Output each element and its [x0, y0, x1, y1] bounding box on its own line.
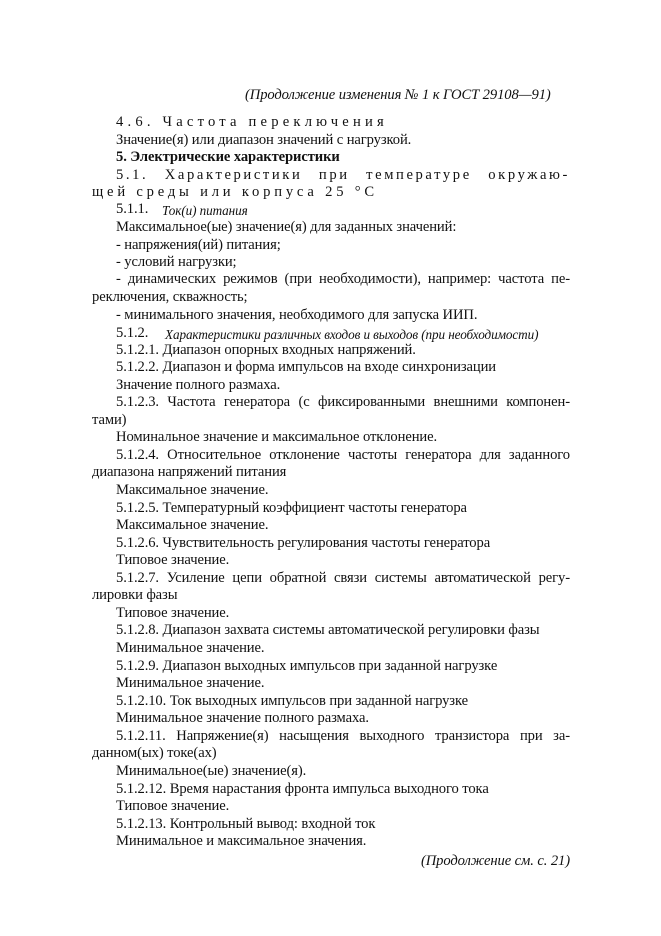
list-item: - минимального значения, необходимого для запуска ИИП. [116, 307, 478, 323]
body-line: Максимальное(ые) значение(я) для заданных значений: [116, 219, 457, 235]
body-line: Минимальное значение полного размаха. [116, 710, 369, 726]
body-line: Минимальное(ые) значение(я). [116, 763, 307, 779]
body-line: Типовое значение. [116, 605, 230, 621]
body-line: Максимальное значение. [116, 517, 269, 533]
body-line: Значение(я) или диапазон значений с нагрузкой. [116, 132, 412, 148]
body-line: 5.1.2.4. Относительное отклонение частоты генератора для заданного [116, 447, 570, 463]
body-line: 5.1.2.2. Диапазон и форма импульсов на входе синхронизации [116, 359, 496, 375]
section-5-1-2-title: Характеристики различных входов и выходов (при необходимости) [165, 327, 539, 342]
body-line-cont: тами) [92, 412, 127, 428]
body-line: 5.1.2.10. Ток выходных импульсов при заданной нагрузке [116, 693, 468, 709]
body-line: Максимальное значение. [116, 482, 269, 498]
list-item: - условий нагрузки; [116, 254, 237, 270]
body-line: Номинальное значение и максимальное отклонение. [116, 429, 438, 445]
section-5-1-heading: 5.1. Характеристики при температуре окружаю- [116, 167, 570, 183]
body-line-cont: лировки фазы [92, 587, 178, 603]
body-line: 5.1.2.6. Чувствительность регулирования частоты генератора [116, 535, 491, 551]
body-line: 5.1.2.9. Диапазон выходных импульсов при заданной нагрузке [116, 658, 498, 674]
section-4-6-heading: 4.6. Частота переключения [116, 114, 388, 130]
list-item: - динамических режимов (при необходимости), например: частота пе- [116, 271, 570, 287]
list-item: - напряжения(ий) питания; [116, 237, 281, 253]
body-line: 5.1.2.13. Контрольный вывод: входной ток [116, 816, 376, 832]
body-line: 5.1.2.5. Температурный коэффициент частоты генератора [116, 500, 467, 516]
page-footer: (Продолжение см. с. 21) [420, 853, 570, 869]
body-line: Минимальное значение. [116, 640, 265, 656]
page-header: (Продолжение изменения № 1 к ГОСТ 29108—91) [245, 87, 551, 103]
list-item-cont: реключения, скважность; [92, 289, 248, 305]
body-line: 5.1.2.12. Время нарастания фронта импульса выходного тока [116, 781, 489, 797]
section-5-1-1-number: 5.1.1. [116, 201, 149, 217]
section-5-1-1-title: Ток(и) питания [162, 203, 248, 218]
body-line: 5.1.2.8. Диапазон захвата системы автоматической регулировки фазы [116, 622, 540, 638]
body-line: Типовое значение. [116, 552, 230, 568]
body-line-cont: данном(ых) токе(ах) [92, 745, 217, 761]
body-line: Минимальное значение. [116, 675, 265, 691]
body-line: Значение полного размаха. [116, 377, 281, 393]
section-5-heading: 5. Электрические характеристики [116, 149, 340, 165]
body-line-cont: диапазона напряжений питания [92, 464, 287, 480]
body-line: Минимальное и максимальное значения. [116, 833, 367, 849]
section-5-1-heading-cont: щей среды или корпуса 25 °С [92, 184, 378, 200]
body-line: 5.1.2.3. Частота генератора (с фиксированными внешними компонен- [116, 394, 570, 410]
body-line: Типовое значение. [116, 798, 230, 814]
body-line: 5.1.2.11. Напряжение(я) насыщения выходного транзистора при за- [116, 728, 570, 744]
body-line: 5.1.2.7. Усиление цепи обратной связи системы автоматической регу- [116, 570, 570, 586]
body-line: 5.1.2.1. Диапазон опорных входных напряжений. [116, 342, 416, 358]
section-5-1-2-number: 5.1.2. [116, 325, 149, 341]
